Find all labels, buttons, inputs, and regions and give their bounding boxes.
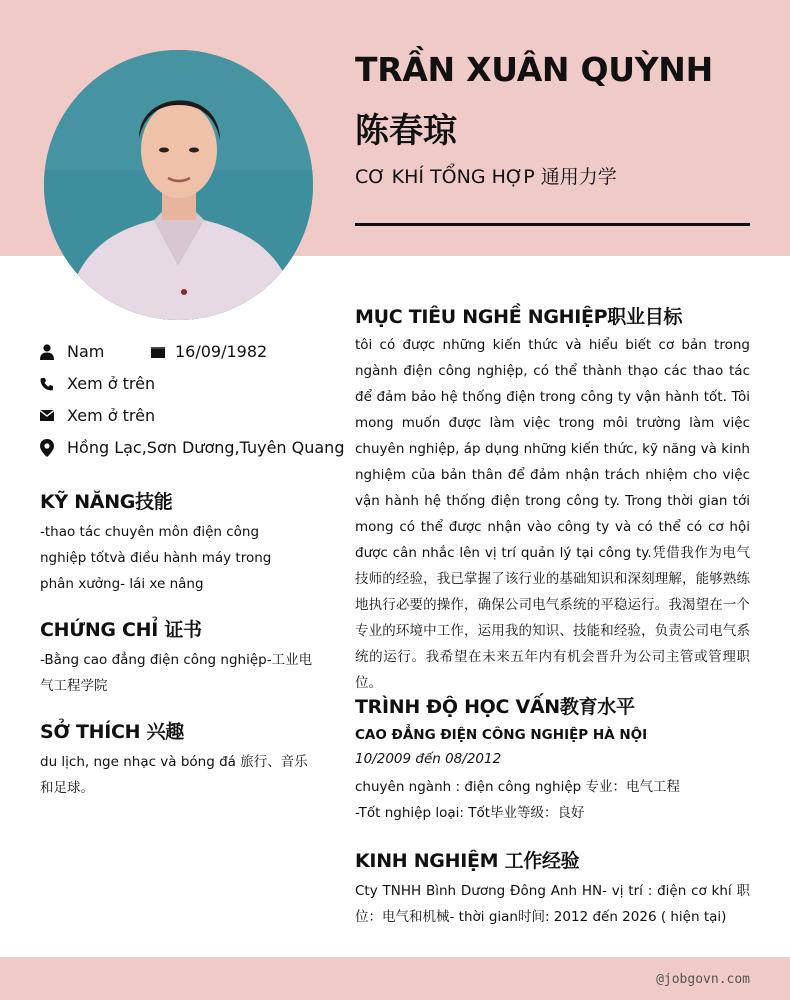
gender-row <box>40 342 104 361</box>
education-major: chuyên ngành : điện công nghiệp 专业：电气工程 <box>355 779 680 795</box>
candidate-name-zh: 陈春琼 <box>355 111 457 151</box>
education-heading: TRÌNH ĐỘ HỌC VẤN教育水平 <box>355 696 635 718</box>
education-school: CAO ĐẲNG ĐIỆN CÔNG NGHIỆP HÀ NỘI <box>355 727 648 743</box>
skills-heading: KỸ NĂNG技能 <box>40 491 173 513</box>
email-icon <box>40 408 54 424</box>
certificates-text: -Bằng cao đẳng điện công nghiệp-工业电气工程学院 <box>40 652 313 694</box>
dob-value: 16/09/1982 <box>175 342 268 361</box>
job-title: CƠ KHÍ TỔNG HỢP 通用力学 <box>355 166 617 188</box>
skills-text: -thao tác chuyên môn điện công nghiệp tốtvà điều hành máy trong phân xưởng- lái xe nâng <box>40 524 272 592</box>
education-dates: 10/2009 đến 08/2012 <box>355 751 502 767</box>
objective-text: tôi có được những kiến thức và hiểu biết cơ bản trong ngành điện công nghiệp, có thể thành thạo các thao tác để đảm bảo hệ thống điện trong công ty vận hành tốt. Tôi mong muốn được làm việc trong môi trường làm việc chuyên nghiệp, áp dụng những kiến thức, kỹ năng và kinh nghiệm của bản thân để đảm nhận trách nhiệm cho việc vận hành hệ thống điện trong công ty. Trong thời gian tới mong có thể được nhận vào công ty và có thể có cơ hội được cân nhắc lên vị trí quản lý tại công ty.凭借我作为电气技师的经验，我已掌握了该行业的基础知识和深刻理解，能够熟练地执行必要的操作，确保公司电气系统的平稳运行。我渴望在一个专业的环境中工作，运用我的知识、技能和经验，负责公司电气系统的运行。我希望在未来五年内有机会晋升为公司主管或管理职位。 <box>355 337 750 691</box>
person-icon <box>40 344 54 360</box>
certificates-heading: CHỨNG CHỈ 证书 <box>40 619 202 641</box>
dob-row <box>150 342 267 361</box>
title-divider <box>355 223 750 226</box>
calendar-icon <box>150 344 166 360</box>
education-grade: -Tốt nghiệp loại: Tốt毕业等级：良好 <box>355 805 585 821</box>
location-pin-icon <box>40 440 54 456</box>
hobbies-heading: SỞ THÍCH 兴趣 <box>40 721 184 743</box>
address-row <box>40 438 344 457</box>
gender-value: Nam <box>67 342 105 361</box>
address-value: Hồng Lạc,Sơn Dương,Tuyên Quang <box>67 438 345 457</box>
phone-value: Xem ở trên <box>67 374 156 393</box>
objective-heading: MỤC TIÊU NGHỀ NGHIỆP职业目标 <box>355 306 683 328</box>
email-row <box>40 406 155 425</box>
phone-icon <box>40 376 54 392</box>
candidate-name-vi: TRẦN XUÂN QUỲNH <box>355 50 713 89</box>
experience-text: Cty TNHH Bình Dương Đông Anh HN- vị trí : điện cơ khí 职位：电气和机械- thời gian时间: 2012 đến 2026 ( hiện tại) <box>355 883 750 925</box>
watermark-text: @jobgovn.com <box>656 972 750 987</box>
phone-row <box>40 374 155 393</box>
experience-heading: KINH NGHIỆM 工作经验 <box>355 850 580 872</box>
profile-photo <box>44 50 313 320</box>
hobbies-text: du lịch, nge nhạc và bóng đá 旅行、音乐和足球。 <box>40 754 308 796</box>
email-value: Xem ở trên <box>67 406 156 425</box>
